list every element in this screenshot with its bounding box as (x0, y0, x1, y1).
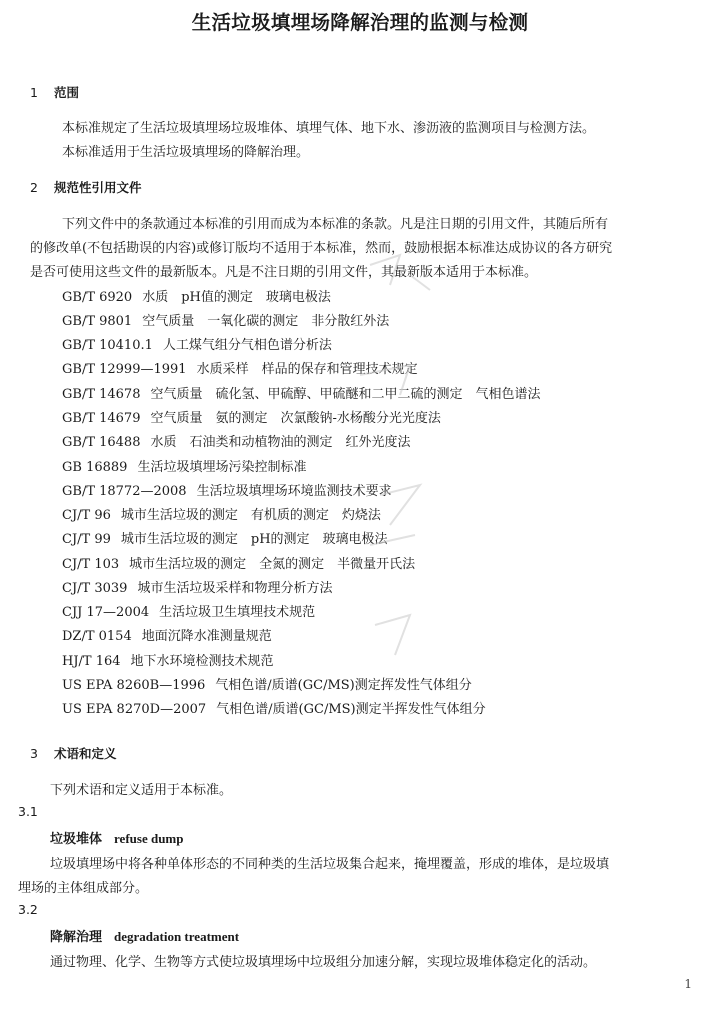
reference-title: 空气质量 一氧化碳的测定 非分散红外法 (142, 314, 390, 329)
reference-item (62, 698, 486, 717)
term-heading (50, 926, 239, 945)
paragraph: 下列术语和定义适用于本标准。 (50, 783, 233, 798)
reference-title: 生活垃圾卫生填埋技术规范 (159, 605, 316, 620)
term-en: degradation treatment (114, 929, 240, 944)
reference-code: GB/T 9801 (62, 314, 133, 329)
reference-code: CJ/T 99 (62, 532, 111, 547)
reference-title: 水质采样 样品的保存和管理技术规定 (196, 362, 418, 377)
reference-item (62, 625, 272, 644)
section-title: 规范性引用文件 (54, 180, 142, 195)
reference-code: GB 16889 (62, 460, 128, 475)
reference-item (62, 650, 274, 669)
reference-code: GB/T 6920 (62, 290, 133, 305)
paragraph: 本标准规定了生活垃圾填埋场垃圾堆体、填埋气体、地下水、渗沥液的监测项目与检测方法。 (62, 121, 596, 136)
section-2-heading (30, 178, 142, 196)
reference-title: 城市生活垃圾的测定 有机质的测定 灼烧法 (120, 508, 381, 523)
section-1-heading (30, 83, 79, 101)
reference-code: GB/T 16488 (62, 435, 141, 450)
reference-title: 空气质量 氨的测定 次氯酸钠-水杨酸分光光度法 (150, 411, 441, 426)
paragraph-line: 下列文件中的条款通过本标准的引用而成为本标准的条款。凡是注日期的引用文件，其随后所有 (62, 217, 609, 232)
reference-code: CJ/T 96 (62, 508, 111, 523)
reference-title: 地面沉降水准测量规范 (141, 629, 272, 644)
term-heading (50, 828, 183, 847)
paragraph-line: 的修改单(不包括勘误的内容)或修订版均不适用于本标准，然而，鼓励根据本标准达成协议的各方研究 (30, 241, 613, 256)
reference-code: DZ/T 0154 (62, 629, 132, 644)
section-3-heading (30, 744, 117, 762)
watermark (330, 245, 450, 695)
term-en: refuse dump (114, 831, 184, 846)
page-title: 生活垃圾填埋场降解治理的监测与检测 (191, 11, 529, 34)
reference-item (62, 383, 541, 402)
reference-code: CJ/T 3039 (62, 581, 128, 596)
reference-title: 水质 石油类和动植物油的测定 红外光度法 (150, 435, 411, 450)
reference-code: US EPA 8270D—2007 (62, 702, 207, 717)
reference-item (62, 286, 331, 305)
section-number: 3 (30, 746, 38, 761)
reference-title: 城市生活垃圾的测定 全氮的测定 半微量开氏法 (129, 557, 416, 572)
reference-title: 人工煤气组分气相色谱分析法 (162, 338, 332, 353)
reference-code: GB/T 18772—2008 (62, 484, 187, 499)
paragraph-line: 是否可使用这些文件的最新版本。凡是不注日期的引用文件，其最新版本适用于本标准。 (30, 265, 538, 280)
page-number: 1 (684, 977, 692, 991)
reference-code: GB/T 12999—1991 (62, 362, 187, 377)
term-number: 3.1 (18, 804, 38, 819)
section-title: 范围 (54, 85, 80, 100)
reference-code: CJ/T 103 (62, 557, 120, 572)
reference-title: 气相色谱/质谱(GC/MS)测定半挥发性气体组分 (216, 702, 486, 717)
section-number: 1 (30, 85, 38, 100)
reference-item (62, 601, 315, 620)
term-definition-line: 通过物理、化学、生物等方式使垃圾填埋场中垃圾组分加速分解，实现垃圾堆体稳定化的活动。 (50, 955, 597, 970)
reference-code: HJ/T 164 (62, 654, 121, 669)
reference-title: 生活垃圾填埋场环境监测技术要求 (196, 484, 392, 499)
term-definition-line: 埋场的主体组成部分。 (18, 881, 149, 896)
reference-code: CJJ 17—2004 (62, 605, 150, 620)
reference-item (62, 456, 306, 475)
term-cn: 垃圾堆体 (50, 832, 103, 847)
term-cn: 降解治理 (50, 930, 103, 945)
reference-code: GB/T 14678 (62, 387, 141, 402)
reference-title: 城市生活垃圾采样和物理分析方法 (137, 581, 333, 596)
reference-title: 水质 pH值的测定 玻璃电极法 (142, 290, 331, 305)
reference-title: 气相色谱/质谱(GC/MS)测定挥发性气体组分 (215, 678, 472, 693)
reference-code: GB/T 14679 (62, 411, 141, 426)
reference-title: 空气质量 硫化氢、甲硫醇、甲硫醚和二甲二硫的测定 气相色谱法 (150, 387, 541, 402)
reference-item (62, 577, 332, 596)
term-definition-line: 垃圾填埋场中将各种单体形态的不同种类的生活垃圾集合起来，掩埋覆盖，形成的堆体，是垃圾填 (50, 857, 610, 872)
reference-item (62, 334, 332, 353)
reference-code: GB/T 10410.1 (62, 338, 153, 353)
paragraph: 本标准适用于生活垃圾填埋场的降解治理。 (62, 145, 310, 160)
reference-code: US EPA 8260B—1996 (62, 678, 206, 693)
reference-title: 地下水环境检测技术规范 (130, 654, 274, 669)
section-title: 术语和定义 (54, 746, 117, 761)
reference-title: 生活垃圾填埋场污染控制标准 (137, 460, 307, 475)
term-number: 3.2 (18, 902, 38, 917)
section-number: 2 (30, 180, 38, 195)
reference-title: 城市生活垃圾的测定 pH的测定 玻璃电极法 (120, 532, 388, 547)
